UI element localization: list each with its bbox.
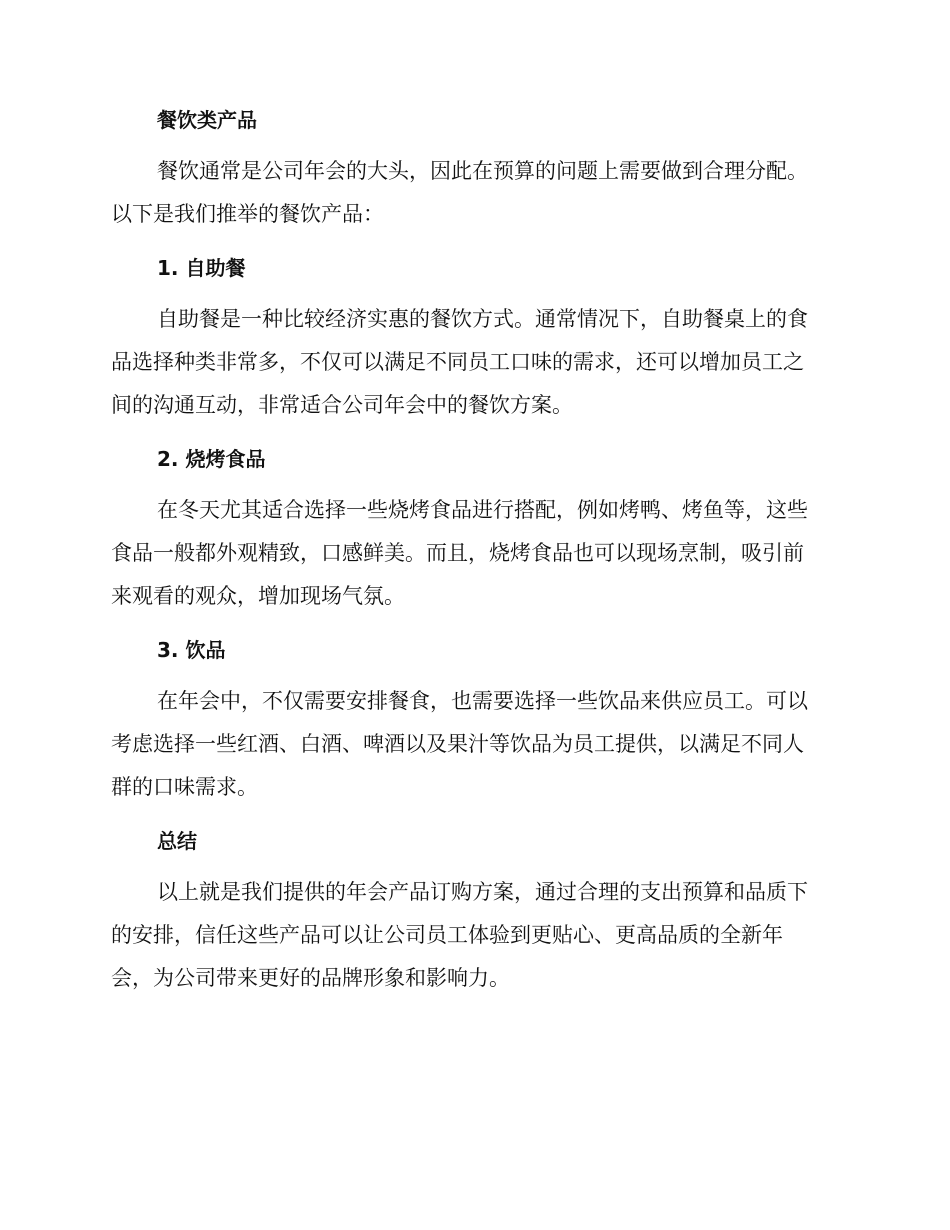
paragraph-line: 间的沟通互动，非常适合公司年会中的餐饮方案。 [111, 393, 573, 417]
paragraph-line: 在冬天尤其适合选择一些烧烤食品进行搭配，例如烤鸭、烤鱼等，这些 [157, 498, 808, 522]
paragraph-line: 自助餐是一种比较经济实惠的餐饮方式。通常情况下，自助餐桌上的食 [157, 307, 808, 331]
paragraph-line: 的安排，信任这些产品可以让公司员工体验到更贴心、更高品质的全新年 [111, 923, 783, 947]
paragraph-line: 以上就是我们提供的年会产品订购方案，通过合理的支出预算和品质下 [157, 880, 808, 904]
section-heading-bbq: 2. 烧烤食品 [157, 447, 266, 471]
paragraph-summary [111, 871, 831, 1000]
paragraph-line: 会，为公司带来更好的品牌形象和影响力。 [111, 966, 510, 990]
paragraph-line: 食品一般都外观精致，口感鲜美。而且，烧烤食品也可以现场烹制，吸引前 [111, 541, 804, 565]
paragraph-line: 在年会中，不仅需要安排餐食，也需要选择一些饮品来供应员工。可以 [157, 689, 808, 713]
paragraph-buffet [111, 298, 831, 427]
paragraph-drinks [111, 680, 831, 809]
paragraph-line: 考虑选择一些红酒、白酒、啤酒以及果汁等饮品为员工提供，以满足不同人 [111, 732, 804, 756]
paragraph-line: 以下是我们推举的餐饮产品： [111, 202, 384, 226]
section-heading-drinks: 3. 饮品 [157, 638, 226, 662]
paragraph-line: 群的口味需求。 [111, 775, 258, 799]
section-heading-buffet: 1. 自助餐 [157, 256, 246, 280]
paragraph-line: 品选择种类非常多，不仅可以满足不同员工口味的需求，还可以增加员工之 [111, 350, 804, 374]
paragraph-line: 餐饮通常是公司年会的大头，因此在预算的问题上需要做到合理分配。 [157, 159, 808, 183]
paragraph-bbq [111, 489, 831, 618]
paragraph-catering-intro [111, 150, 831, 236]
section-heading-summary: 总结 [157, 829, 197, 853]
section-heading-catering: 餐饮类产品 [157, 108, 257, 132]
document-page [111, 105, 831, 1000]
paragraph-line: 来观看的观众，增加现场气氛。 [111, 584, 405, 608]
